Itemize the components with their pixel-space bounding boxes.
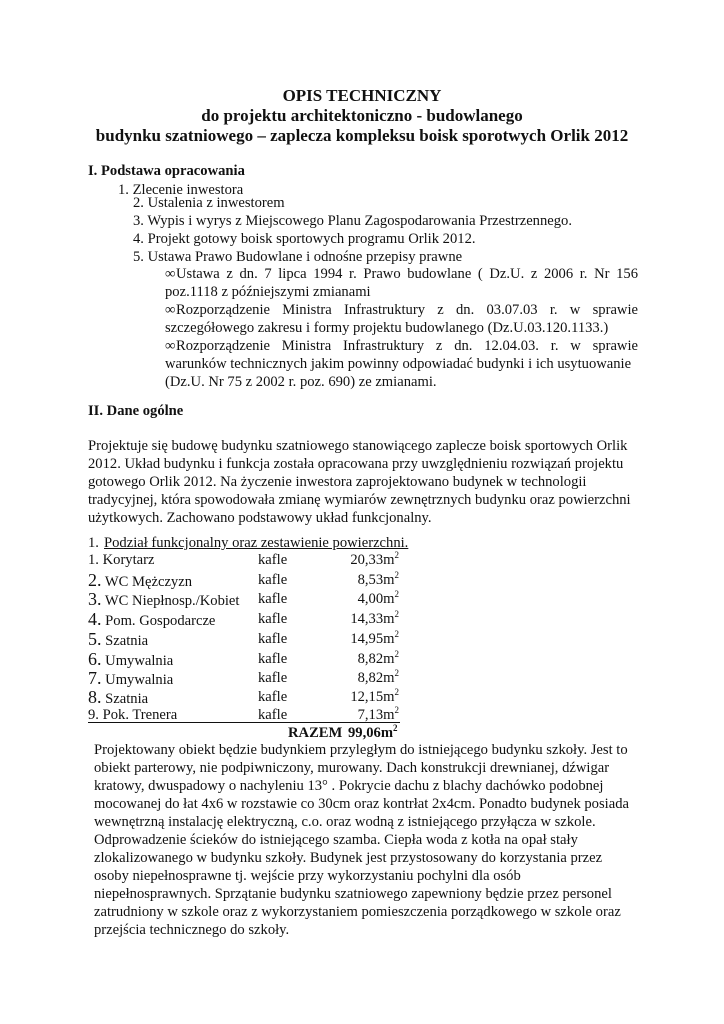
subitem-line: szczegółowego zakresu i formy projektu budowlanego (Dz.U.03.120.1133.) xyxy=(165,320,609,336)
room-finish: kafle xyxy=(258,591,288,607)
room-finish: kafle xyxy=(258,631,288,647)
bullet-icon: ∞ xyxy=(165,302,176,318)
description-line: mocowanej do łat 4x6 w rozstawie co 30cm oraz kontrłat 2x4cm. Ponadto budynek posiada xyxy=(94,796,629,812)
description-line: przejścia technicznego do szkoły. xyxy=(94,922,290,938)
bullet-icon: ∞ xyxy=(165,338,176,354)
table-row xyxy=(88,688,413,708)
room-name: Szatnia xyxy=(105,691,149,707)
room-finish: kafle xyxy=(258,689,288,705)
row-number: 1. xyxy=(88,552,99,568)
room-area: $14,33m^2$ xyxy=(350,609,399,627)
room-finish: kafle xyxy=(258,670,288,686)
table-row xyxy=(88,571,413,591)
paragraph-line: 2012. Układ budynku i funkcja została opracowana przy uwzględnieniu rozwiązań projektu xyxy=(88,456,624,472)
subitem-line: (Dz.U. Nr 75 z 2002 r. poz. 690) ze zmianami. xyxy=(165,374,437,390)
table-row xyxy=(88,650,413,670)
list-item: 2. Ustalenia z inwestorem xyxy=(133,195,285,211)
subitem-line: Ustawa z dn. 7 lipca 1994 r. Prawo budowlane ( Dz.U. z 2006 r. Nr 156 xyxy=(176,266,638,282)
room-area: $7,13m^2$ xyxy=(357,705,399,723)
room-area: $8,82m^2$ xyxy=(357,668,399,686)
row-number: 6. xyxy=(88,649,102,669)
description-line: wewnętrzną instalację elektryczną, c.o. oraz wodną z istniejącego przyłącza w szkole. xyxy=(94,814,596,830)
room-name: WC Niepłnosp./Kobiet xyxy=(104,593,240,609)
room-finish: kafle xyxy=(258,651,288,667)
table-divider xyxy=(88,722,400,723)
table-row xyxy=(88,706,413,726)
room-area: $4,00m^2$ xyxy=(357,589,399,607)
room-name: WC Mężczyzn xyxy=(104,574,193,590)
room-area: $8,53m^2$ xyxy=(357,570,399,588)
subitem-line: Rozporządzenie Ministra Infrastruktury z dn. 12.04.03. r. w sprawie xyxy=(176,338,638,354)
table-heading: Podział funkcjonalny oraz zestawienie powierzchni. xyxy=(104,535,409,551)
document-subtitle: do projektu architektoniczno - budowlanego xyxy=(201,106,523,125)
room-finish: kafle xyxy=(258,707,288,723)
table-row xyxy=(88,590,413,610)
list-item: 3. Wypis i wyrys z Miejscowego Planu Zagospodarowania Przestrzennego. xyxy=(133,213,572,229)
description-line: niepełnosprawnych. Sprzątanie budynku szatniowego zapewniony będzie przez personel xyxy=(94,886,612,902)
table-row xyxy=(88,551,413,571)
list-item: 5. Ustawa Prawo Budowlane i odnośne przepisy prawne xyxy=(133,249,463,265)
row-number: 3. xyxy=(88,589,102,609)
row-number: 4. xyxy=(88,609,102,629)
room-area: $12,15m^2$ xyxy=(350,687,399,705)
row-number: 7. xyxy=(88,668,102,688)
room-name: Umywalnia xyxy=(105,653,174,669)
row-number: 2. xyxy=(88,570,102,590)
description-line: Odprowadzenie ścieków do istniejącego szamba. Ciepła woda z kotła na opał stały xyxy=(94,832,578,848)
room-finish: kafle xyxy=(258,572,288,588)
document-title: OPIS TECHNICZNY xyxy=(282,86,442,105)
subitem-line: poz.1118 z późniejszymi zmianami xyxy=(165,284,371,300)
section-1-heading: I. Podstawa opracowania xyxy=(88,163,245,179)
room-area: $14,95m^2$ xyxy=(350,629,399,647)
description-line: Projektowany obiekt będzie budynkiem przyległym do istniejącego budynku szkoły. Jest to xyxy=(94,742,628,758)
description-line: obiekt parterowy, nie podpiwniczony, murowany. Dach konstrukcji drewnianej, dźwigar xyxy=(94,760,610,776)
room-name: Szatnia xyxy=(105,633,149,649)
row-number: 5. xyxy=(88,629,102,649)
section-2-heading: II. Dane ogólne xyxy=(88,403,184,419)
table-heading-number: 1. xyxy=(88,535,99,551)
paragraph-line: użytkowych. Zachowano podstawowy układ funkcjonalny. xyxy=(88,510,432,526)
subitem-line: Rozporządzenie Ministra Infrastruktury z dn. 03.07.03 r. w sprawie xyxy=(176,302,638,318)
paragraph-line: Projektuje się budowę budynku szatniowego stanowiącego zaplecze boisk sportowych Orlik xyxy=(88,438,628,454)
room-name: Umywalnia xyxy=(105,672,174,688)
description-line: kratowy, dwuspadowy o nachyleniu 13° . Pokrycie dachu z blachy dachówko podobnej xyxy=(94,778,604,794)
description-line: zlokalizowanego w budynku szkoły. Budynek jest przystosowany do korzystania przez xyxy=(94,850,603,866)
total-value: $99,06m^2$ xyxy=(348,723,398,741)
list-item: 4. Projekt gotowy boisk sportowych programu Orlik 2012. xyxy=(133,231,476,247)
document-subtitle-2: budynku szatniowego – zaplecza kompleksu boisk sporotwych Orlik 2012 xyxy=(95,126,629,145)
row-number: 8. xyxy=(88,687,102,707)
room-name: Korytarz xyxy=(102,552,155,568)
description-line: zatrudniony w szkole oraz z wykorzystaniem pomieszczenia porządkowego w szkole oraz xyxy=(94,904,621,920)
paragraph-line: tradycyjnej, która spowodowała zmianę wymiarów zewnętrznych budynku oraz powierzchni xyxy=(88,492,631,508)
table-row xyxy=(88,669,413,689)
room-name: Pom. Gospodarcze xyxy=(105,613,216,629)
paragraph-line: gotowego Orlik 2012. Na życzenie inwestora zaprojektowano budynek w technologii xyxy=(88,474,587,490)
description-line: osoby niepełnosprawne tj. wejście przy wykorzystaniu pochylni dla osób xyxy=(94,868,521,884)
table-row xyxy=(88,630,413,650)
total-label: RAZEM xyxy=(288,725,343,741)
room-name: Pok. Trenera xyxy=(102,707,178,723)
table-row xyxy=(88,610,413,630)
row-number: 9. xyxy=(88,707,99,723)
room-area: $8,82m^2$ xyxy=(357,649,399,667)
list-item: 1. Zlecenie inwestora xyxy=(118,182,244,198)
room-finish: kafle xyxy=(258,552,288,568)
bullet-icon: ∞ xyxy=(165,266,176,282)
room-area: $20,33m^2$ xyxy=(350,550,399,568)
room-finish: kafle xyxy=(258,611,288,627)
subitem-line: warunków technicznych jakim powinny odpowiadać budynki i ich usytuowanie xyxy=(165,356,632,372)
